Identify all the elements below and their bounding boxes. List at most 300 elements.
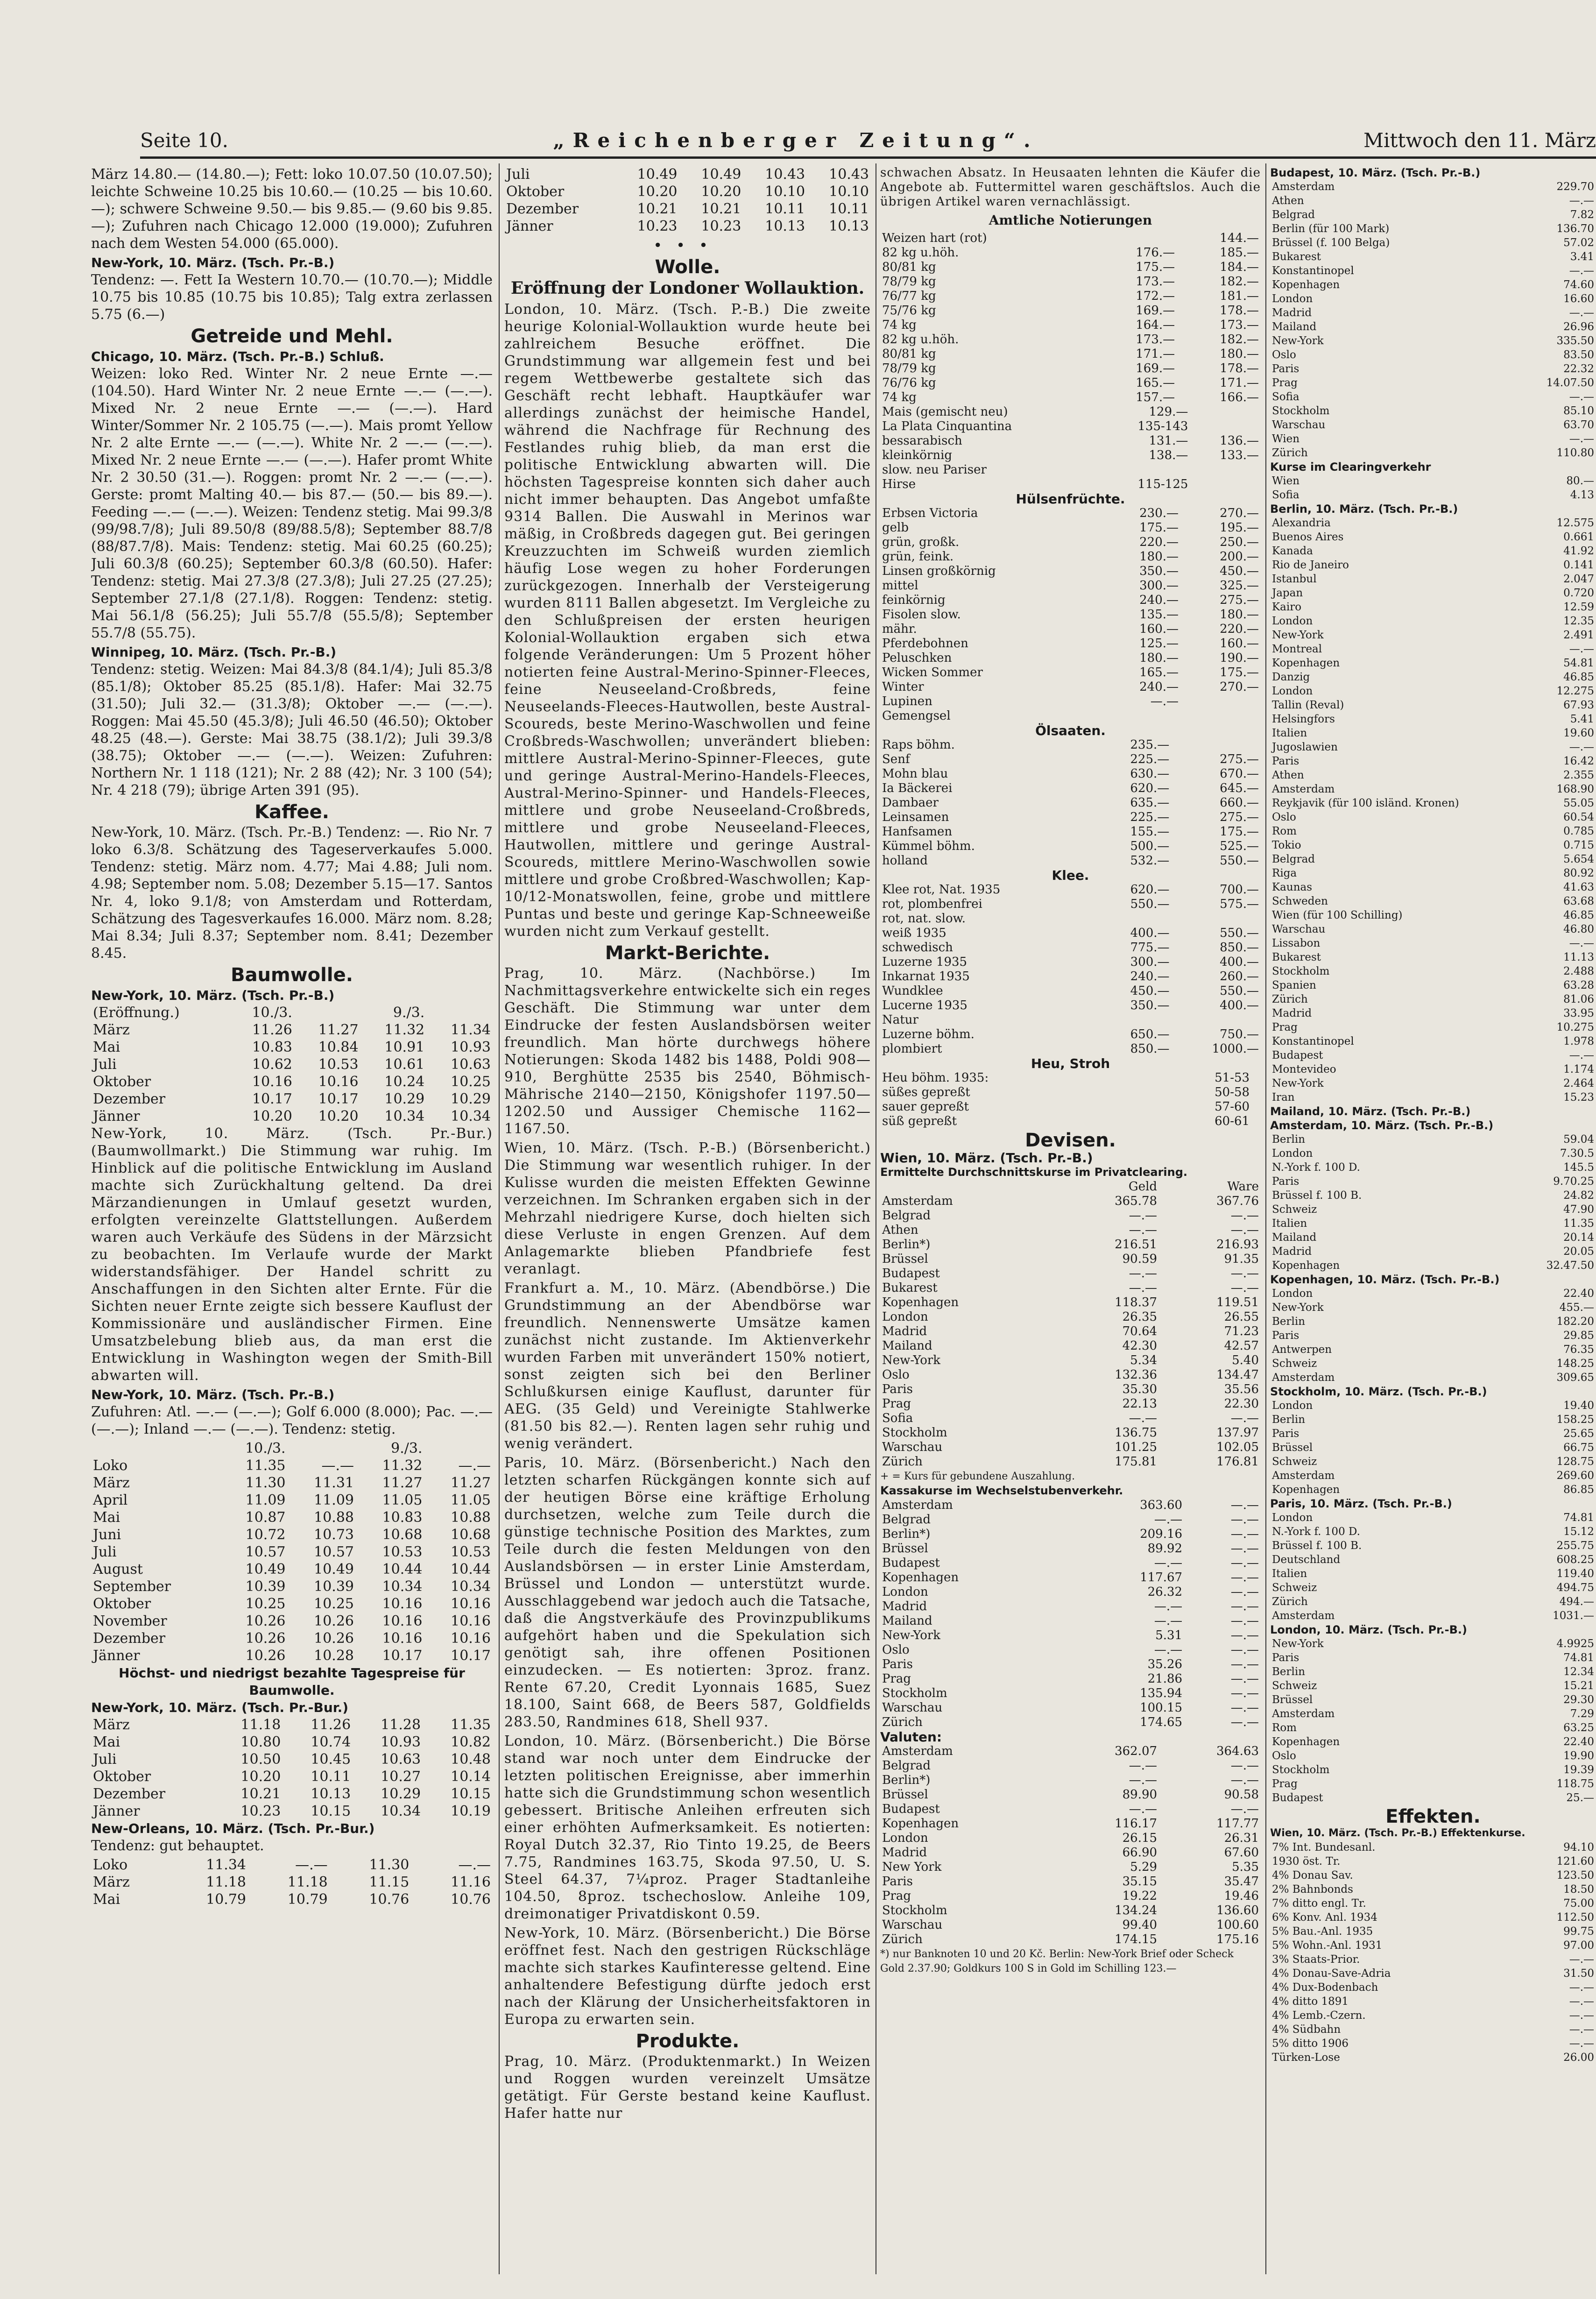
table-row	[880, 1831, 1261, 1846]
table-row	[1270, 1427, 1596, 1441]
table-cell: —.—	[1569, 1049, 1594, 1061]
table-cell: 10.28	[314, 1648, 354, 1664]
table-row	[1270, 810, 1596, 824]
table-row	[1270, 1777, 1596, 1791]
table-cell: 90.59	[1122, 1252, 1158, 1266]
section-heading: Wolle.	[655, 256, 720, 278]
table-cell: —.—	[1129, 1266, 1158, 1280]
table-cell: Peluschken	[882, 651, 952, 665]
table-row	[1270, 1132, 1596, 1146]
table-cell: 229.70	[1556, 181, 1594, 193]
table-cell	[1251, 1100, 1261, 1114]
table-row	[1270, 544, 1596, 558]
table-cell: 12.575	[1556, 517, 1594, 529]
table-row	[880, 912, 1261, 926]
table-cell: Berlin	[1272, 1666, 1306, 1678]
table-cell: Istanbul	[1272, 573, 1317, 585]
section-title: Ölsaaten.	[1035, 723, 1106, 738]
page-header	[140, 119, 1596, 152]
table-cell: 176.81	[1216, 1455, 1259, 1469]
table-cell: 10.93	[381, 1734, 421, 1750]
table-cell: Paris	[1272, 1428, 1299, 1440]
table-cell: 10.88	[451, 1509, 491, 1526]
table-row	[880, 1397, 1261, 1411]
table-row	[880, 1339, 1261, 1353]
table-cell: 10.53	[382, 1544, 423, 1560]
table-cell: 76/77 kg	[882, 289, 936, 303]
table-cell: Berlin*)	[882, 1527, 931, 1541]
table-cell: Zürich	[1272, 447, 1308, 459]
table-cell: Berlin*)	[882, 1238, 931, 1252]
table-cell: 41.63	[1563, 881, 1594, 893]
table-cell: 76/76 kg	[882, 376, 936, 390]
table-row	[504, 218, 871, 235]
table-cell: Paris	[1272, 1652, 1299, 1664]
table-cell: 66.75	[1563, 1442, 1594, 1454]
table-cell: 25.65	[1563, 1428, 1594, 1440]
table-cell: 190.—	[1220, 651, 1259, 665]
table-cell: Mailand	[882, 1614, 932, 1628]
table-row	[880, 1643, 1261, 1657]
table-cell: 11.05	[382, 1492, 423, 1508]
table-cell: Berlin	[1272, 1133, 1306, 1146]
table-cell: 67.60	[1224, 1846, 1259, 1860]
table-row	[91, 1073, 493, 1090]
table-cell: Kümmel böhm.	[882, 839, 975, 853]
newspaper-title: „Reichenberger Zeitung“.	[553, 129, 1039, 152]
table-cell: 5% Bau.-Anl. 1935	[1272, 1925, 1373, 1938]
table-row	[880, 448, 1261, 463]
table-cell: 18.50	[1563, 1883, 1594, 1896]
table-header-cell: 9./3.	[393, 1004, 425, 1021]
table-cell: Belgrad	[1272, 853, 1315, 865]
table-cell: 5.41	[1570, 713, 1594, 725]
table-cell: plombiert	[882, 1042, 942, 1056]
table-cell: 168.90	[1556, 783, 1594, 795]
table-cell: —.—	[1230, 1759, 1259, 1773]
price-table	[91, 1004, 493, 1125]
table-cell: Juli	[93, 1544, 117, 1560]
table-cell: Mohn blau	[882, 767, 948, 781]
table-row	[880, 1281, 1261, 1295]
table-cell: Athen	[882, 1223, 918, 1237]
table-row	[880, 1498, 1261, 1513]
table-row	[880, 275, 1261, 289]
table-cell: 220.—	[1220, 622, 1259, 636]
table-row	[91, 1733, 493, 1751]
table-cell: 26.35	[1122, 1310, 1158, 1324]
table-cell: 135-143	[1137, 419, 1188, 433]
table-cell: 10.13	[829, 218, 869, 234]
table-row	[880, 1773, 1261, 1788]
section-heading: Getreide und Mehl.	[191, 325, 393, 347]
table-cell: Mailand	[882, 1339, 932, 1353]
table-cell: 225.—	[1130, 810, 1170, 824]
section-title: Budapest, 10. März. (Tsch. Pr.-B.)	[1270, 166, 1481, 179]
table-cell: 76.35	[1563, 1344, 1594, 1356]
table-row	[880, 463, 1261, 477]
table-cell: 145.5	[1563, 1161, 1594, 1174]
table-cell: 10.23	[701, 218, 742, 234]
table-cell: London	[882, 1585, 928, 1599]
table-cell: New-York	[1272, 1302, 1324, 1314]
table-row	[880, 564, 1261, 579]
table-cell: 54.81	[1563, 657, 1594, 669]
table-cell: 123.50	[1556, 1869, 1594, 1882]
table-cell: Japan	[1272, 587, 1303, 599]
table-cell: 12.275	[1556, 685, 1594, 697]
table-cell: 22.32	[1563, 363, 1594, 375]
table-cell: 550.—	[1220, 854, 1259, 868]
table-cell: Luzerne böhm.	[882, 1027, 975, 1041]
footnote: *) nur Banknoten 10 und 20 Kč. Berlin: New-York Brief oder Scheck Gold 2.37.90; Goldkurs 100 S in Gold im Schilling 123.—	[880, 1948, 1234, 1974]
table-row	[880, 1542, 1261, 1556]
table-cell: 10.16	[451, 1630, 491, 1647]
table-cell: 15.12	[1563, 1526, 1594, 1538]
table-cell: —.—	[1154, 1614, 1183, 1628]
table-cell: 1000.—	[1212, 1042, 1259, 1056]
table-cell: 136.75	[1115, 1426, 1158, 1440]
table-row	[880, 781, 1261, 796]
table-row	[880, 1114, 1261, 1129]
table-cell: 19.60	[1563, 727, 1594, 739]
table-cell: 10.93	[451, 1039, 491, 1055]
table-row	[1270, 586, 1596, 600]
table-row	[880, 941, 1261, 955]
price-table	[91, 1716, 493, 1820]
table-cell: —.—	[1230, 1513, 1259, 1527]
table-cell: 10.25	[451, 1074, 491, 1090]
table-cell	[1251, 1085, 1261, 1100]
table-cell: Warschau	[882, 1918, 943, 1932]
table-row	[91, 1874, 493, 1891]
table-cell: 850.—	[1130, 1042, 1170, 1056]
table-cell: 10.83	[382, 1509, 423, 1526]
table-cell: Dambaer	[882, 796, 939, 810]
table-cell: 22.30	[1224, 1397, 1259, 1411]
table-row	[1270, 1910, 1596, 1924]
table-cell: 80.—	[1566, 475, 1594, 487]
table-header-row	[91, 1440, 493, 1457]
table-cell: Belgrad	[882, 1513, 931, 1527]
table-cell: 182.20	[1556, 1316, 1594, 1328]
table-cell: 0.715	[1563, 839, 1594, 851]
table-cell: 1930 öst. Tr.	[1272, 1855, 1341, 1867]
section-title: London, 10. März. (Tsch. Pr.-B.)	[1270, 1623, 1468, 1636]
table-cell: 10.83	[252, 1039, 292, 1055]
table-row	[1270, 600, 1596, 614]
table-cell: 10.11	[765, 201, 805, 217]
table-row	[880, 405, 1261, 419]
table-cell: —.—	[1230, 1715, 1259, 1729]
table-cell: Madrid	[882, 1324, 927, 1338]
table-cell: 11.15	[369, 1874, 410, 1890]
table-row	[1270, 1840, 1596, 1854]
table-cell: Kanada	[1272, 545, 1313, 557]
table-cell: —.—	[1129, 1759, 1158, 1773]
table-row	[1270, 376, 1596, 390]
table-cell: Wien	[1272, 475, 1300, 487]
price-table	[880, 506, 1261, 723]
table-cell: 11.34	[206, 1857, 247, 1873]
table-cell: 26.96	[1563, 321, 1594, 333]
table-cell: 10.39	[245, 1578, 286, 1595]
table-cell: 240.—	[1130, 969, 1170, 983]
table-cell: süß gepreßt	[882, 1114, 957, 1128]
table-cell: 173.—	[1220, 318, 1259, 332]
table-row	[880, 260, 1261, 275]
table-cell: Gemengsel	[882, 709, 951, 723]
price-table	[1270, 1511, 1596, 1623]
table-cell: 275.—	[1220, 810, 1259, 824]
table-cell: —.—	[1230, 1657, 1259, 1671]
table-cell: New-York	[1272, 335, 1324, 347]
table-row	[1270, 642, 1596, 656]
table-row	[1270, 684, 1596, 698]
table-cell: New-York	[882, 1353, 941, 1367]
table-cell: 173.—	[1136, 275, 1175, 289]
price-table	[880, 405, 1261, 492]
table-cell: 240.—	[1139, 680, 1179, 694]
table-cell: 35.56	[1224, 1382, 1259, 1396]
table-header-cell	[880, 1180, 1057, 1194]
table-cell: 2.464	[1563, 1077, 1594, 1089]
table-row	[1270, 1525, 1596, 1539]
table-cell: Stockholm	[882, 1903, 947, 1917]
table-row	[1270, 1707, 1596, 1721]
table-cell: 119.40	[1556, 1568, 1594, 1580]
table-cell: 11.32	[382, 1457, 423, 1474]
table-cell: Wien (für 100 Schilling)	[1272, 909, 1403, 921]
table-cell: 10.79	[206, 1891, 247, 1908]
table-row	[1270, 1413, 1596, 1427]
table-cell: Reykjavik (für 100 isländ. Kronen)	[1272, 797, 1459, 809]
table-cell: 10.76	[451, 1891, 491, 1908]
section-heading: Amtliche Notierungen	[989, 212, 1152, 228]
table-cell: 550.—	[1220, 926, 1259, 940]
table-cell: 645.—	[1220, 781, 1259, 795]
table-row	[880, 1411, 1261, 1426]
table-cell: 364.63	[1216, 1744, 1259, 1758]
table-row	[1270, 362, 1596, 376]
table-cell: Paris	[882, 1875, 913, 1889]
table-row	[1270, 712, 1596, 726]
section-heading: Markt-Berichte.	[605, 942, 770, 964]
table-cell: Loko	[93, 1857, 128, 1873]
table-cell: Prag	[1272, 1778, 1298, 1790]
table-cell: 216.93	[1216, 1238, 1259, 1252]
table-cell: Zürich	[882, 1932, 923, 1946]
table-cell: —.—	[1569, 195, 1594, 207]
table-cell: Warschau	[882, 1701, 943, 1715]
table-cell: 11.13	[1563, 951, 1594, 963]
table-cell: —.—	[458, 1457, 491, 1474]
table-cell: 26.32	[1147, 1585, 1183, 1599]
table-cell: 235.—	[1130, 738, 1170, 752]
table-cell: Berlin	[1272, 1414, 1306, 1426]
table-cell: 11.34	[451, 1022, 491, 1038]
table-row	[1270, 530, 1596, 544]
table-cell: Dezember	[93, 1786, 166, 1802]
table-cell: Buenos Aires	[1272, 531, 1344, 543]
table-cell: 47.90	[1563, 1203, 1594, 1216]
table-cell: Zürich	[882, 1455, 923, 1469]
section-heading: Produkte.	[636, 2030, 740, 2052]
table-row	[1270, 1651, 1596, 1665]
table-row	[880, 810, 1261, 825]
table-cell: grün, feink.	[882, 550, 954, 564]
table-row	[1270, 1924, 1596, 1938]
table-cell: Kopenhagen	[882, 1570, 959, 1585]
table-cell: August	[93, 1561, 143, 1577]
table-header-cell: (Eröffnung.)	[93, 1004, 180, 1021]
table-cell: kleinkörnig	[882, 448, 953, 462]
table-row	[1270, 1938, 1596, 1952]
table-cell: Linsen großkörnig	[882, 564, 996, 578]
table-cell: 10.26	[245, 1613, 286, 1629]
table-row	[1270, 1203, 1596, 1217]
table-cell: London	[1272, 615, 1313, 627]
table-cell: 10.88	[314, 1509, 354, 1526]
table-cell: Leinsamen	[882, 810, 949, 824]
table-row	[91, 1543, 493, 1561]
table-cell	[1251, 1114, 1261, 1129]
table-row	[880, 535, 1261, 550]
table-header-cell: 9./3.	[391, 1440, 423, 1457]
price-table	[880, 738, 1261, 868]
table-header-cell	[424, 1440, 493, 1457]
table-row	[1270, 740, 1596, 754]
table-cell: 83.50	[1563, 349, 1594, 361]
table-cell: November	[93, 1613, 167, 1629]
table-row	[1270, 1511, 1596, 1525]
table-cell: 10.34	[381, 1803, 421, 1819]
table-cell: 63.70	[1563, 419, 1594, 431]
table-cell: 10.275	[1556, 1021, 1594, 1033]
table-cell: Athen	[1272, 195, 1304, 207]
table-cell: 1031.—	[1553, 1610, 1594, 1622]
table-cell: 225.—	[1130, 752, 1170, 766]
table-cell: 46.85	[1563, 671, 1594, 683]
body-text: schwachen Absatz. In Heusaaten lehnten die Käufer die Angebote ab. Futtermittel waren geschäftslos. Auch die übrigen Artikel waren vernachlässigt.	[880, 166, 1261, 209]
table-cell: 71.23	[1224, 1324, 1259, 1338]
table-cell: bessarabisch	[882, 434, 962, 448]
price-table	[91, 1440, 493, 1664]
table-row	[880, 1368, 1261, 1382]
table-cell: 10.39	[314, 1578, 354, 1595]
table-row	[880, 651, 1261, 665]
table-row	[1270, 1609, 1596, 1623]
table-row	[880, 1846, 1261, 1860]
table-cell: 165.—	[1139, 665, 1179, 679]
table-cell: Inkarnat 1935	[882, 969, 970, 983]
table-row	[1270, 1539, 1596, 1553]
table-cell: —.—	[1230, 1643, 1259, 1657]
table-cell: 10.16	[382, 1613, 423, 1629]
table-cell: gelb	[882, 521, 909, 535]
table-cell: Luzerne 1935	[882, 955, 967, 969]
table-cell: 155.—	[1130, 825, 1170, 839]
table-cell: 10.17	[252, 1091, 292, 1107]
table-cell: 500.—	[1130, 839, 1170, 853]
table-row	[880, 1788, 1261, 1802]
table-cell: 178.—	[1220, 304, 1259, 318]
section-title: New-York, 10. März. (Tsch. Pr.-Bur.)	[91, 1700, 349, 1715]
section-title: Wien, 10. März. (Tsch. Pr.-B.)	[880, 1150, 1093, 1166]
table-row	[880, 1426, 1261, 1440]
table-cell: 19.46	[1224, 1889, 1259, 1903]
table-cell: Madrid	[1272, 1007, 1312, 1019]
table-row	[1270, 1245, 1596, 1259]
table-cell: 173.—	[1136, 332, 1175, 347]
table-cell: 10.50	[240, 1751, 281, 1768]
table-cell: 35.47	[1224, 1875, 1259, 1889]
table-cell: 350.—	[1139, 564, 1179, 578]
table-cell: 86.85	[1563, 1484, 1594, 1496]
table-row	[880, 1614, 1261, 1628]
table-row	[1270, 2037, 1596, 2051]
table-cell: 10.84	[318, 1039, 359, 1055]
table-cell: La Plata Cinquantina	[882, 419, 1012, 433]
table-cell: 74 kg	[882, 390, 917, 404]
table-cell: London	[1272, 1512, 1313, 1524]
table-cell: Senf	[882, 752, 910, 766]
table-row	[880, 1382, 1261, 1397]
table-cell	[1190, 419, 1261, 434]
table-cell: 10.34	[384, 1108, 425, 1125]
table-cell: 270.—	[1220, 506, 1259, 520]
price-table	[1270, 516, 1596, 1104]
table-cell: 10.17	[382, 1648, 423, 1664]
table-cell: September	[93, 1578, 171, 1595]
table-cell: Stockholm	[1272, 965, 1330, 977]
table-row	[1270, 446, 1596, 460]
table-cell: Jugoslawien	[1272, 741, 1338, 753]
table-cell: Kopenhagen	[882, 1295, 959, 1309]
table-row	[1270, 754, 1596, 768]
section-title: Chicago, 10. März. (Tsch. Pr.-B.) Schluß.	[91, 349, 384, 364]
table-row	[880, 1209, 1261, 1223]
table-cell: 158.25	[1556, 1414, 1594, 1426]
table-cell: 11.09	[245, 1492, 286, 1508]
table-row	[880, 361, 1261, 376]
table-cell: —.—	[321, 1457, 354, 1474]
table-cell: Paris	[1272, 1175, 1299, 1188]
table-row	[1270, 1146, 1596, 1160]
table-cell: 10.63	[381, 1751, 421, 1768]
table-cell: Dezember	[93, 1630, 166, 1647]
table-row	[880, 231, 1261, 246]
table-cell: 10.63	[451, 1056, 491, 1073]
table-cell: Hanfsamen	[882, 825, 953, 839]
table-cell: 10.20	[701, 184, 742, 200]
article-headline: Eröffnung der Londoner Wollauktion.	[510, 278, 865, 298]
table-cell: 10.53	[318, 1056, 359, 1073]
price-table	[880, 1498, 1261, 1730]
table-cell: Budapest	[882, 1556, 940, 1570]
table-cell: Belgrad	[882, 1759, 931, 1773]
table-row	[91, 1056, 493, 1073]
table-cell: 630.—	[1130, 767, 1170, 781]
table-cell: 10.23	[240, 1803, 281, 1819]
table-row	[91, 1647, 493, 1664]
table-cell: 0.720	[1563, 587, 1594, 599]
table-cell: 176.—	[1136, 246, 1175, 260]
table-row	[1270, 432, 1596, 446]
price-table	[880, 1071, 1261, 1129]
table-row	[1270, 1791, 1596, 1805]
table-cell: 10.20	[252, 1108, 292, 1125]
